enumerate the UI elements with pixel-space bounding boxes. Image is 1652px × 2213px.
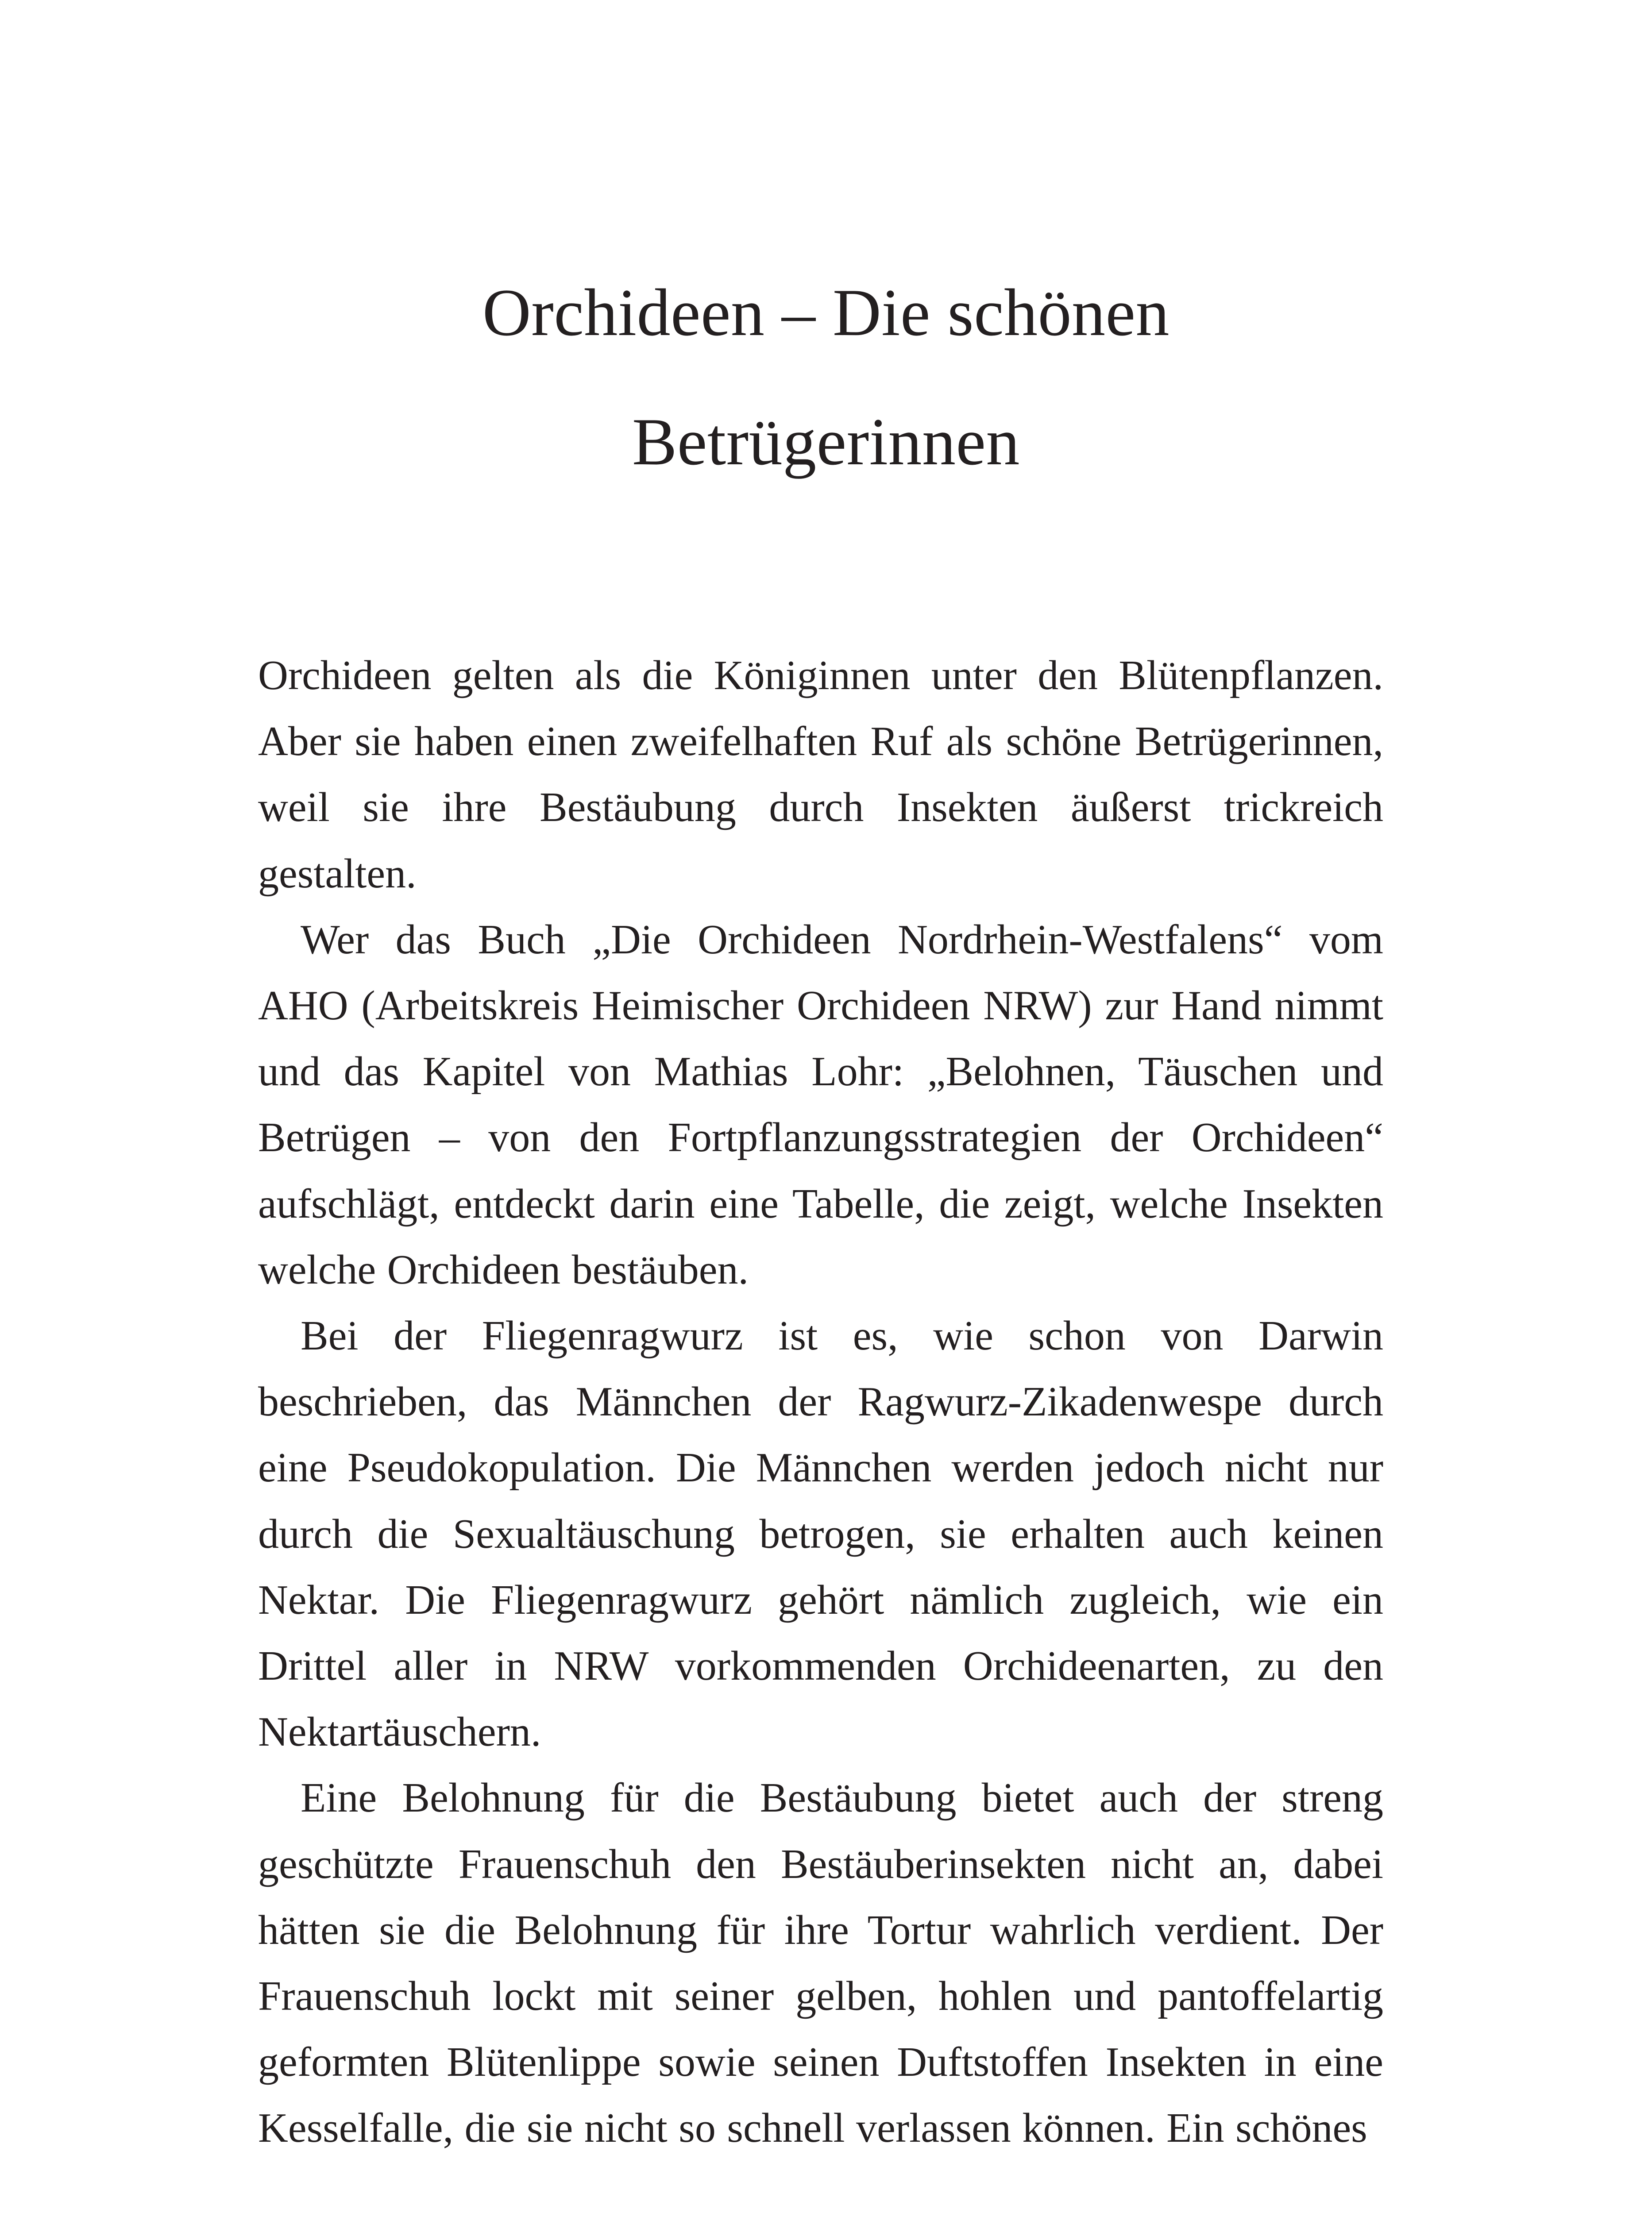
paragraph-3: Bei der Fliegenragwurz ist es, wie schon von Darwin beschrieben, das Männchen der Ragwurz-Zikadenwespe durch eine Pseudokopulation. Die Männchen werden jedoch nicht nur durch die Sexualtäuschung betrogen, sie erhalten auch keinen Nektar. Die Fliegenragwurz gehört nämlich zugleich, wie ein Drittel aller in NRW vorkommenden Orchideenarten, zu den Nektartäuschern. [258,1313,1383,1755]
chapter-title [0,248,1652,506]
body-text [258,643,1383,2162]
paragraph-1: Orchideen gelten als die Königinnen unter den Blütenpflanzen. Aber sie haben einen zweifelhaften Ruf als schöne Betrügerinnen, weil sie ihre Bestäubung durch Insekten äußerst trickreich gestalten. [258,652,1383,897]
chapter-title-line-1: Orchideen – Die schönen [482,275,1170,350]
chapter-title-line-2: Betrügerinnen [632,405,1020,479]
paragraph-2: Wer das Buch „Die Orchideen Nordrhein-Westfalens“ vom AHO (Arbeitskreis Heimischer Orchideen NRW) zur Hand nimmt und das Kapitel von Mathias Lohr: „Belohnen, Täuschen und Betrügen – von den Fortpflanzungsstrategien der Orchideen“ aufschlägt, entdeckt darin eine Tabelle, die zeigt, welche Insekten welche Orchideen bestäuben. [258,916,1383,1293]
paragraph-4: Eine Belohnung für die Bestäubung bietet auch der streng geschützte Frauenschuh den Bestäuberinsekten nicht an, dabei hätten sie die Belohnung für ihre Tortur wahrlich verdient. Der Frauenschuh lockt mit seiner gelben, hohlen und pantoffelartig geformten Blütenlippe sowie seinen Duftstoffen Insekten in eine Kesselfalle, die sie nicht so schnell verlassen können. Ein schönes [258,1775,1383,2151]
